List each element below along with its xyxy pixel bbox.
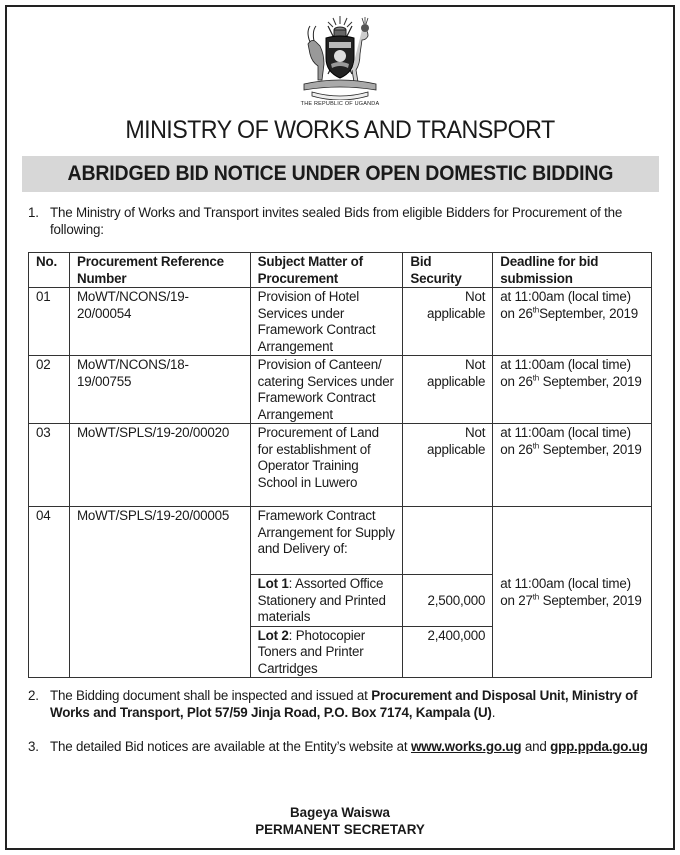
crest-caption: THE REPUBLIC OF UGANDA (300, 101, 380, 107)
paragraph-2 (28, 687, 658, 721)
row-subject: Procurement of Land for establishment of Operator Training School in Luwero (250, 424, 403, 507)
issuing-office: Procurement and Disposal Unit, Ministry of Works and Transport, Plot 57/59 Jinja Road, P.O. Box 7174, Kampala (U) (50, 688, 638, 720)
lot-2-label: Lot 2 (257, 627, 289, 643)
row-security-empty (403, 507, 493, 575)
coat-of-arms-icon (298, 14, 382, 100)
row-no: 01 (29, 288, 70, 356)
header-deadline: Deadline for bid submission (493, 253, 652, 288)
row-deadline: at 11:00am (local time) on 27th September, 2019 (493, 507, 652, 678)
table-row (29, 356, 652, 424)
row-deadline: at 11:00am (local time) on 26th September, 2019 (493, 356, 652, 424)
paragraph-number: 1. (28, 205, 39, 220)
notice-banner (22, 156, 659, 192)
website-link-ppda[interactable]: gpp.ppda.go.ug (550, 739, 648, 754)
header-no: No. (29, 253, 70, 288)
paragraph-number: 2. (28, 688, 39, 703)
table-row (29, 424, 652, 507)
paragraph-text: The Bidding document shall be inspected and issued at Procurement and Disposal Unit, Ministry of Works and Transport, Plot 57/59 Jinja Road, P.O. Box 7174, Kampala (U). (50, 688, 638, 720)
lot-2-subject: Lot 2: Photocopier Toners and Printer Cartridges (250, 626, 403, 678)
header-bid-security: Bid Security (403, 253, 493, 288)
header-reference: Procurement Reference Number (69, 253, 250, 288)
row-subject: Framework Contract Arrangement for Supply and Delivery of: (250, 507, 403, 575)
paragraph-text: The Ministry of Works and Transport invites sealed Bids from eligible Bidders for Procurement of the following: (50, 205, 623, 237)
table-row (29, 288, 652, 356)
paragraph-number: 3. (28, 739, 39, 754)
row-deadline: at 11:00am (local time) on 26th September, 2019 (493, 424, 652, 507)
coat-of-arms (298, 14, 382, 112)
banner-text: ABRIDGED BID NOTICE UNDER OPEN DOMESTIC BIDDING (67, 162, 614, 185)
procurement-table (28, 252, 652, 678)
paragraph-text: The detailed Bid notices are available at the Entity’s website at www.works.go.ug and gpp.ppda.go.ug (50, 739, 648, 754)
row-reference: MoWT/NCONS/19-20/00054 (69, 288, 250, 356)
lot-1-subject: Lot 1: Assorted Office Stationery and Printed materials (250, 575, 403, 627)
paragraph-1 (28, 204, 648, 238)
row-reference: MoWT/NCONS/18-19/00755 (69, 356, 250, 424)
row-reference: MoWT/SPLS/19-20/00005 (69, 507, 250, 678)
paragraph-3 (28, 738, 658, 755)
table-header-row (29, 253, 652, 288)
row-subject: Provision of Hotel Services under Framework Contract Arrangement (250, 288, 403, 356)
row-reference: MoWT/SPLS/19-20/00020 (69, 424, 250, 507)
row-security: Not applicable (403, 288, 493, 356)
lot-2-security: 2,400,000 (403, 626, 493, 678)
lot-1-security: 2,500,000 (403, 575, 493, 627)
lot-1-label: Lot 1 (257, 576, 289, 591)
website-link-works[interactable]: www.works.go.ug (410, 739, 522, 754)
header-subject: Subject Matter of Procurement (250, 253, 403, 288)
row-no: 02 (29, 356, 70, 424)
table-row (29, 507, 652, 575)
row-subject: Provision of Canteen/ catering Services under Framework Contract Arrangement (250, 356, 403, 424)
row-no: 03 (29, 424, 70, 507)
row-deadline: at 11:00am (local time) on 26thSeptember, 2019 (493, 288, 652, 356)
row-no: 04 (29, 507, 70, 678)
signatory-title: PERMANENT SECRETARY (255, 822, 425, 837)
ministry-title: MINISTRY OF WORKS AND TRANSPORT (125, 116, 555, 144)
row-security: Not applicable (403, 424, 493, 507)
signatory-name: Bageya Waiswa (290, 805, 390, 820)
row-security: Not applicable (403, 356, 493, 424)
